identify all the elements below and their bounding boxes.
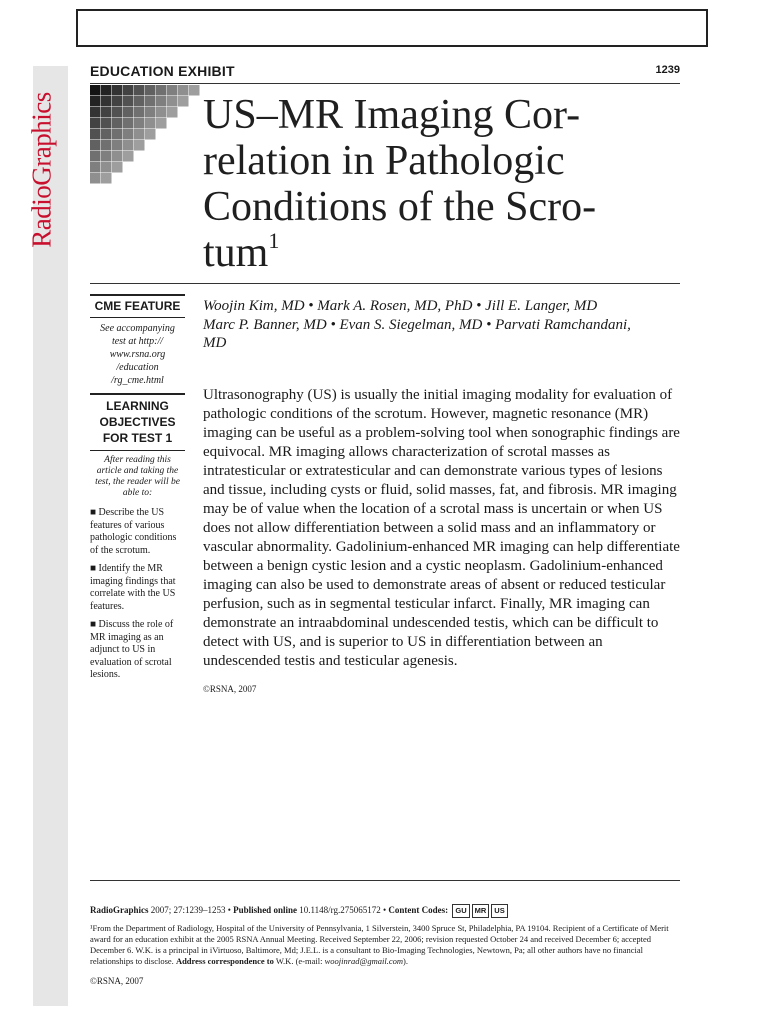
checker-square xyxy=(112,96,123,107)
citation-details: 2007; 27:1239–1253 • xyxy=(148,905,234,915)
checker-square xyxy=(112,85,123,96)
learning-objective-item: ■ Describe the US features of various pathologic conditions of the scrotum. xyxy=(90,507,177,556)
checker-square xyxy=(123,85,134,96)
checker-square xyxy=(134,96,145,107)
checker-square xyxy=(134,129,145,140)
content-code-badge: MR xyxy=(472,904,490,918)
checker-square xyxy=(101,151,112,162)
learning-objectives-heading: LEARNING OBJECTIVES FOR TEST 1 xyxy=(90,398,185,451)
section-label: EDUCATION EXHIBIT xyxy=(90,63,235,79)
address-label: Address correspondence to xyxy=(175,956,274,966)
checker-square xyxy=(90,129,101,140)
abstract-copyright: ©RSNA, 2007 xyxy=(203,684,257,694)
checker-square xyxy=(134,118,145,129)
footnote-text: ¹From the Department of Radiology, Hospital of the University of Pennsylvania, 1 Silverstein, 3400 Spruce St, Philadelphia, PA 19104. Recipient of a Certificate of Merit award for an education exhibit at the 2005 RSNA Annual Meeting. Received September 22, 2006; revision requested October 24 and received December 6; accepted December 6. W.K. is a principal in iVirtuoso, Baltimore, Md; J.E.L. is a consultant to Bio-Imaging Technologies, Newtown, Pa; all other authors have no financial relationships to disclose. xyxy=(90,923,669,966)
checker-square xyxy=(112,118,123,129)
footer-rule xyxy=(90,880,680,881)
checker-square xyxy=(167,107,178,118)
checker-square xyxy=(156,118,167,129)
checker-square xyxy=(156,96,167,107)
checker-square xyxy=(145,85,156,96)
checker-square xyxy=(167,96,178,107)
learning-objectives-box xyxy=(90,398,185,688)
checker-square xyxy=(178,85,189,96)
affiliation-footnote xyxy=(90,923,685,967)
checker-square xyxy=(101,85,112,96)
citation-journal: RadioGraphics xyxy=(90,905,149,915)
checker-square xyxy=(90,173,101,184)
checker-square xyxy=(156,107,167,118)
footnote-close: ). xyxy=(403,956,408,966)
checker-square xyxy=(156,85,167,96)
checker-square xyxy=(90,107,101,118)
checker-square xyxy=(90,118,101,129)
cme-heading: CME FEATURE xyxy=(90,296,185,318)
checker-ornament xyxy=(90,85,200,187)
learning-objectives-intro: After reading this article and taking the test, the reader will be able to: xyxy=(95,455,180,498)
content-codes-label: Content Codes: xyxy=(388,905,449,915)
checker-square xyxy=(90,140,101,151)
checker-square xyxy=(101,140,112,151)
checker-square xyxy=(90,162,101,173)
checker-square xyxy=(123,96,134,107)
journal-logo: RadioGraphics xyxy=(26,92,57,248)
header-rule xyxy=(90,83,680,84)
citation-doi: 10.1148/rg.275065172 • xyxy=(296,905,389,915)
checker-square xyxy=(134,85,145,96)
address-text: W.K. (e-mail: xyxy=(273,956,325,966)
checker-square xyxy=(101,129,112,140)
correspondence-email[interactable]: woojinrad@gmail.com xyxy=(324,956,404,966)
checker-square xyxy=(145,96,156,107)
checker-square xyxy=(101,96,112,107)
checker-square xyxy=(123,118,134,129)
learning-objective-item: ■ Identify the MR imaging findings that correlate with the US features. xyxy=(90,563,176,612)
checker-square xyxy=(101,118,112,129)
article-title: US–MR Imaging Cor- relation in Pathologic Conditions of the Scro- tum$^1$ xyxy=(203,92,597,276)
title-rule xyxy=(90,283,680,284)
checker-square xyxy=(101,107,112,118)
published-label: Published online xyxy=(233,905,297,915)
checker-square xyxy=(123,151,134,162)
content-code-badge: US xyxy=(491,904,507,918)
cme-feature-box xyxy=(90,294,185,395)
page-number: 1239 xyxy=(655,64,680,76)
cme-body: See accompanying test at http:// www.rsna.org /education /rg_cme.html xyxy=(100,323,175,386)
author-line: Woojin Kim, MD • Mark A. Rosen, MD, PhD • Jill E. Langer, MD xyxy=(203,298,598,314)
page-copyright: ©RSNA, 2007 xyxy=(90,976,144,986)
checker-square xyxy=(189,85,200,96)
author-line: MD xyxy=(203,335,227,351)
checker-square xyxy=(123,140,134,151)
title-footnote-mark: 1 xyxy=(268,228,280,253)
author-line: Marc P. Banner, MD • Evan S. Siegelman, MD • Parvati Ramchandani, xyxy=(203,316,631,333)
checker-square xyxy=(134,107,145,118)
checker-square xyxy=(101,173,112,184)
checker-square xyxy=(123,129,134,140)
checker-square xyxy=(112,151,123,162)
checker-square xyxy=(90,96,101,107)
checker-square xyxy=(145,118,156,129)
checker-square xyxy=(178,96,189,107)
checker-square xyxy=(112,129,123,140)
checker-square xyxy=(112,107,123,118)
learning-objective-item: ■ Discuss the role of MR imaging as an adjunct to US in evaluation of scrotal lesions. xyxy=(90,619,174,680)
checker-square xyxy=(112,140,123,151)
abstract-text: Ultrasonography (US) is usually the initial imaging modality for evaluation of pathologic conditions of the scrotum. However, magnetic resonance (MR) imaging can be useful as a problem-solving tool when sonographic findings are equivocal. MR imaging allows characterization of scrotal masses as intratesticular or extratesticular and can demonstrate various types of lesions and tissue, including cysts or fluid, solid masses, fat, and fibrosis. MR imaging may be of value when the location of a scrotal mass is uncertain or when US does not allow differentiation between a solid mass and an inflammatory or vascular abnormality. Gadolinium-enhanced MR imaging can help differentiate between a benign cystic lesion and a cystic neoplasm. Gadolinium-enhanced imaging can also be used to demonstrate areas of absent or reduced testicular perfusion, such as in segmental testicular infarct. Finally, MR imaging can demonstrate an intraabdominal undescended testis, which can be difficult to detect with US, and is superior to US in differentiation between an undescended testis and testicular agenesis. xyxy=(203,387,680,669)
top-frame-box xyxy=(76,9,708,47)
content-code-badge: GU xyxy=(452,904,469,918)
checker-square xyxy=(90,151,101,162)
checker-square xyxy=(90,85,101,96)
author-list xyxy=(203,297,673,353)
checker-square xyxy=(134,140,145,151)
citation-line xyxy=(90,903,690,918)
checker-square xyxy=(112,162,123,173)
checker-square xyxy=(145,107,156,118)
checker-square xyxy=(101,162,112,173)
checker-square xyxy=(167,85,178,96)
checker-square xyxy=(123,107,134,118)
checker-square xyxy=(145,129,156,140)
